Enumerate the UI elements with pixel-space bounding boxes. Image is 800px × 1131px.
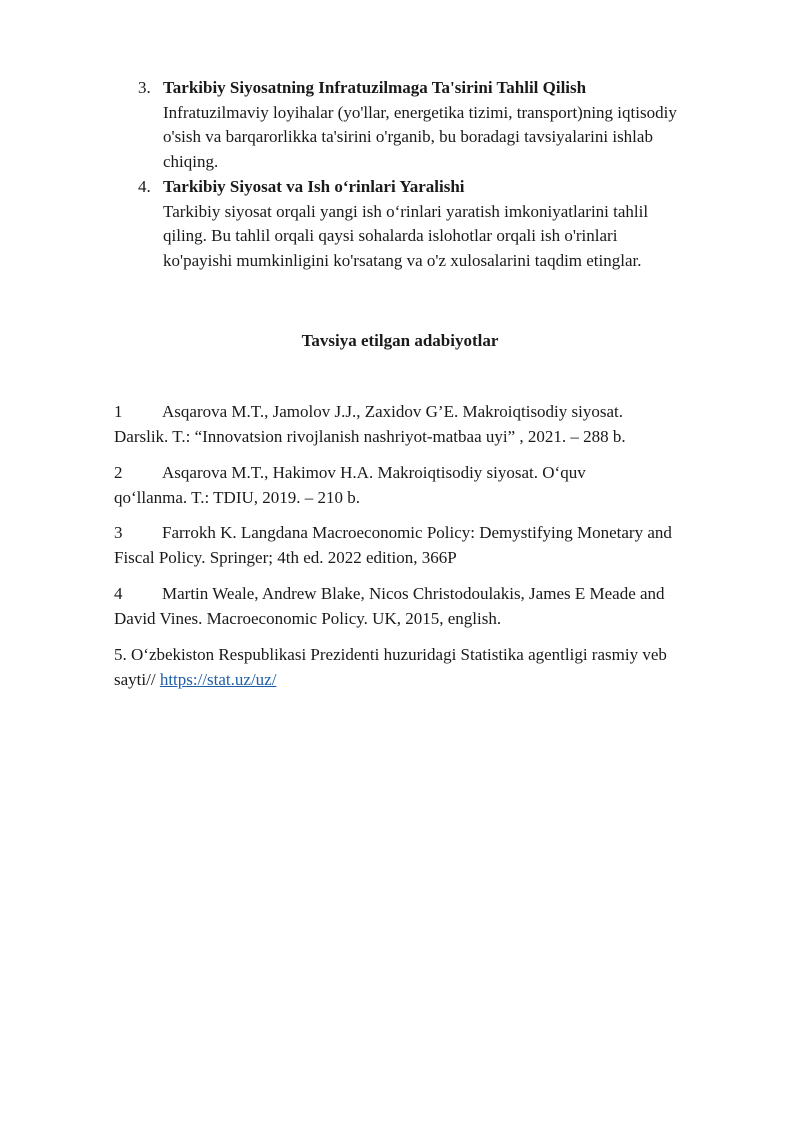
reference-number: 2 (114, 463, 123, 482)
task-description-line: o'sish va barqarorlikka ta'sirini o'rganib, bu boradagi tavsiyalarini ishlab (163, 127, 653, 147)
reference-item-3 (114, 521, 744, 570)
reference-text-line: Fiscal Policy. Springer; 4th ed. 2022 edition, 366P (114, 547, 457, 567)
task-description-line: chiqing. (163, 151, 219, 171)
reference-text-line: Asqarova M.T., Hakimov H.A. Makroiqtisodiy siyosat. O‘quv (162, 463, 586, 482)
reference-text-line: Farrokh K. Langdana Macroeconomic Policy: Demystifying Monetary and (162, 523, 672, 542)
reference-text-line: Martin Weale, Andrew Blake, Nicos Christodoulakis, James E Meade and (162, 584, 665, 603)
task-description-line: qiling. Bu tahlil orqali qaysi sohalarda islohotlar orqali ish o'rinlari (163, 226, 618, 246)
reference-number: 3 (114, 523, 123, 542)
reference-text-line: David Vines. Macroeconomic Policy. UK, 2015, english. (114, 608, 502, 628)
reference-item-4 (114, 582, 744, 631)
reference-item-2 (114, 461, 744, 510)
task-number: 4. (138, 177, 151, 196)
reference-number: 4 (114, 584, 123, 603)
reference-number: 1 (114, 402, 123, 421)
task-title: Tarkibiy Siyosat va Ish o‘rinlari Yaralishi (163, 177, 465, 196)
task-description-line: ko'payishi mumkinligini ko'rsatang va o'z xulosalarini taqdim etinglar. (163, 250, 642, 270)
reference-text-line: 5. O‘zbekiston Respublikasi Prezidenti huzuridagi Statistika agentligi rasmiy veb (114, 645, 667, 664)
task-number: 3. (138, 78, 151, 97)
reference-text-line: Darslik. T.: “Innovatsion rivojlanish nashriyot-matbaa uyi” , 2021. – 288 b. (114, 426, 626, 446)
reference-text-line: Asqarova M.T., Jamolov J.J., Zaxidov G’E. Makroiqtisodiy siyosat. (162, 402, 624, 421)
task-description-line: Tarkibiy siyosat orqali yangi ish o‘rinlari yaratish imkoniyatlarini tahlil (163, 201, 649, 221)
reference-item-5 (114, 643, 744, 692)
references-heading: Tavsiya etilgan adabiyotlar (301, 331, 499, 350)
reference-item-1 (114, 400, 744, 449)
task-description-line: Infratuzilmaviy loyihalar (yo'llar, energetika tizimi, transport)ning iqtisodiy (163, 102, 677, 122)
reference-text-prefix: sayti// (114, 669, 160, 689)
stat-website-link[interactable]: https://stat.uz/uz/ (159, 669, 277, 689)
reference-text-line: qo‘llanma. T.: TDIU, 2019. – 210 b. (114, 487, 361, 507)
task-title: Tarkibiy Siyosatning Infratuzilmaga Ta'sirini Tahlil Qilish (163, 78, 587, 97)
